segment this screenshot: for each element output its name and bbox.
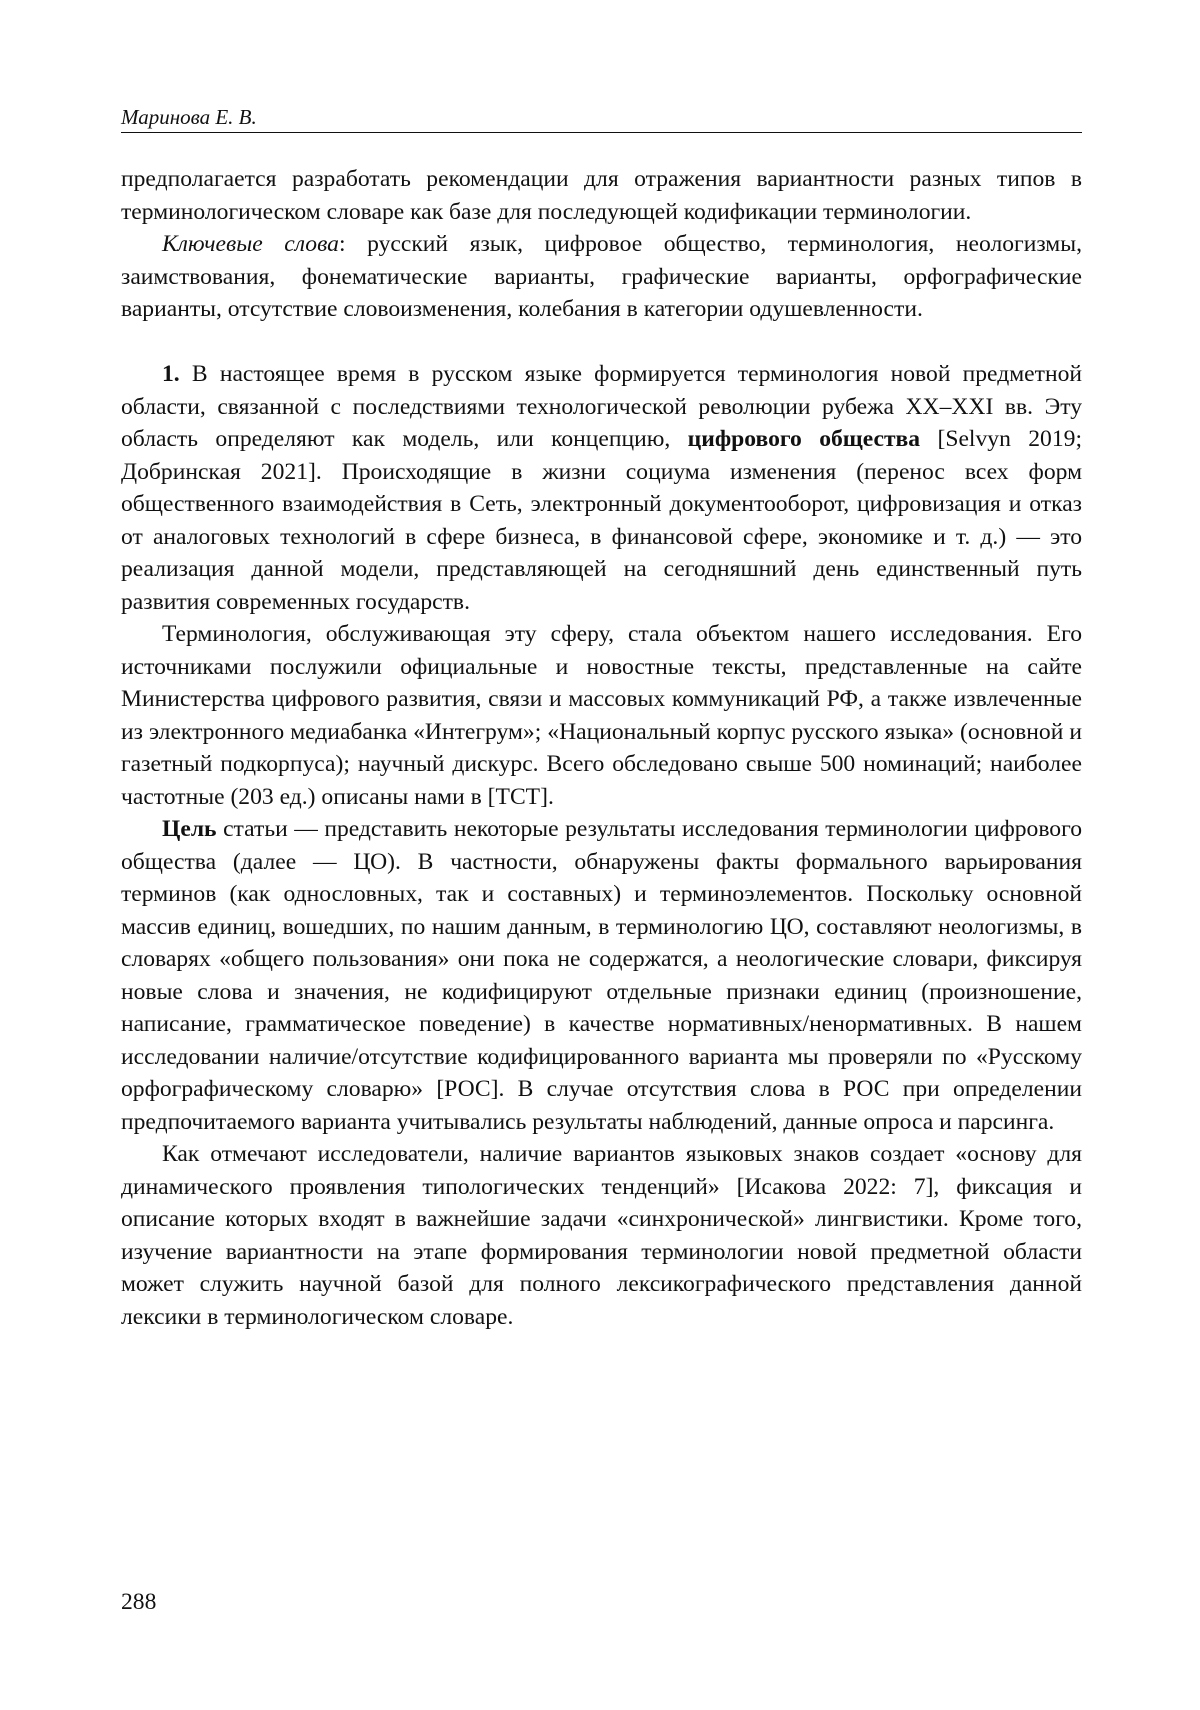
section-1-paragraph-4: Как отмечают исследователи, наличие вариантов языковых знаков создает «основу для динамического проявления типологических тенденций» [Исакова 2022: 7], фиксация и описание которых входят в важнейшие задачи «синхронической» лингвистики. Кроме того, изучение вариантности на этапе формирования терминологии новой предметной области может служить научной базой для полного лексикографического представления данной лексики в терминологическом словаре. (121, 1141, 1082, 1330)
goal-text: статьи — представить некоторые результаты исследования терминологии цифрового общества (далее — ЦО). В частности, обнаружены факты формального варьирования терминов (как однословных, так и составных) и терминоэлементов. Поскольку основной массив единиц, вошедших, по нашим данным, в терминологию ЦО, составляют неологизмы, в словарях «общего пользования» они пока не содержатся, а неологические словари, фиксируя новые слова и значения, не кодифицируют отдельные признаки единиц (произношение, написание, грамматическое поведение) в качестве нормативных/ненормативных. В нашем исследовании наличие/отсутствие кодифицированного варианта мы проверяли по «Русскому орфографическому словарю» [РОС]. В случае отсутствия слова в РОС при определении предпочитаемого варианта учитывались результаты наблюдений, данные опроса и парсинга. (121, 816, 1082, 1135)
abstract-ending: предполагается разработать рекомендации для отражения вариантности разных типов в терминологическом словаре как базе для последующей кодификации терминологии. (121, 166, 1082, 225)
keywords-label: Ключевые слова (162, 231, 339, 257)
page-number: 288 (121, 1589, 157, 1615)
section-1-paragraph-3 (121, 813, 1082, 1138)
section-1-p1-start: В настоящее время в русском языке формируется терминология новой предметной области, связанной с последствиями технологической революции рубежа XX–XXI вв. Эту область определяют как модель, или концепцию, (121, 361, 1082, 452)
keywords-paragraph (121, 228, 1082, 326)
running-head-author: Маринова Е. В. (121, 105, 257, 129)
section-1-p1-end: [Selvyn 2019; Добринская 2021]. Происходящие в жизни социума изменения (перенос всех форм общественного взаимодействия в Сеть, электронный документооборот, цифровизация и отказ от аналоговых технологий в сфере бизнеса, в финансовой сфере, экономике и т. д.) — это реализация данной модели, представляющей на сегодняшний день единственный путь развития современных государств. (121, 426, 1082, 615)
keywords-text: : русский язык, цифровое общество, терминология, неологизмы, заимствования, фонематические варианты, графические варианты, орфографические варианты, отсутствие словоизменения, колебания в категории одушевленности. (121, 231, 1082, 322)
goal-label: Цель (162, 816, 217, 842)
section-1-p1-term: цифрового общества (687, 426, 921, 452)
paper-page (121, 0, 1082, 1710)
header-rule (121, 132, 1082, 133)
section-1-paragraph-1 (121, 358, 1082, 618)
section-1-paragraph-2: Терминология, обслуживающая эту сферу, стала объектом нашего исследования. Его источниками послужили официальные и новостные тексты, представленные на сайте Министерства цифрового развития, связи и массовых коммуникаций РФ, а также извлеченные из электронного медиабанка «Интегрум»; «Национальный корпус русского языка» (основной и газетный подкорпуса); научный дискурс. Всего обследовано свыше 500 номинаций; наиболее частотные (203 ед.) описаны нами в [ТСТ]. (121, 621, 1082, 810)
article-body (121, 163, 1082, 1333)
section-number: 1. (162, 361, 180, 387)
